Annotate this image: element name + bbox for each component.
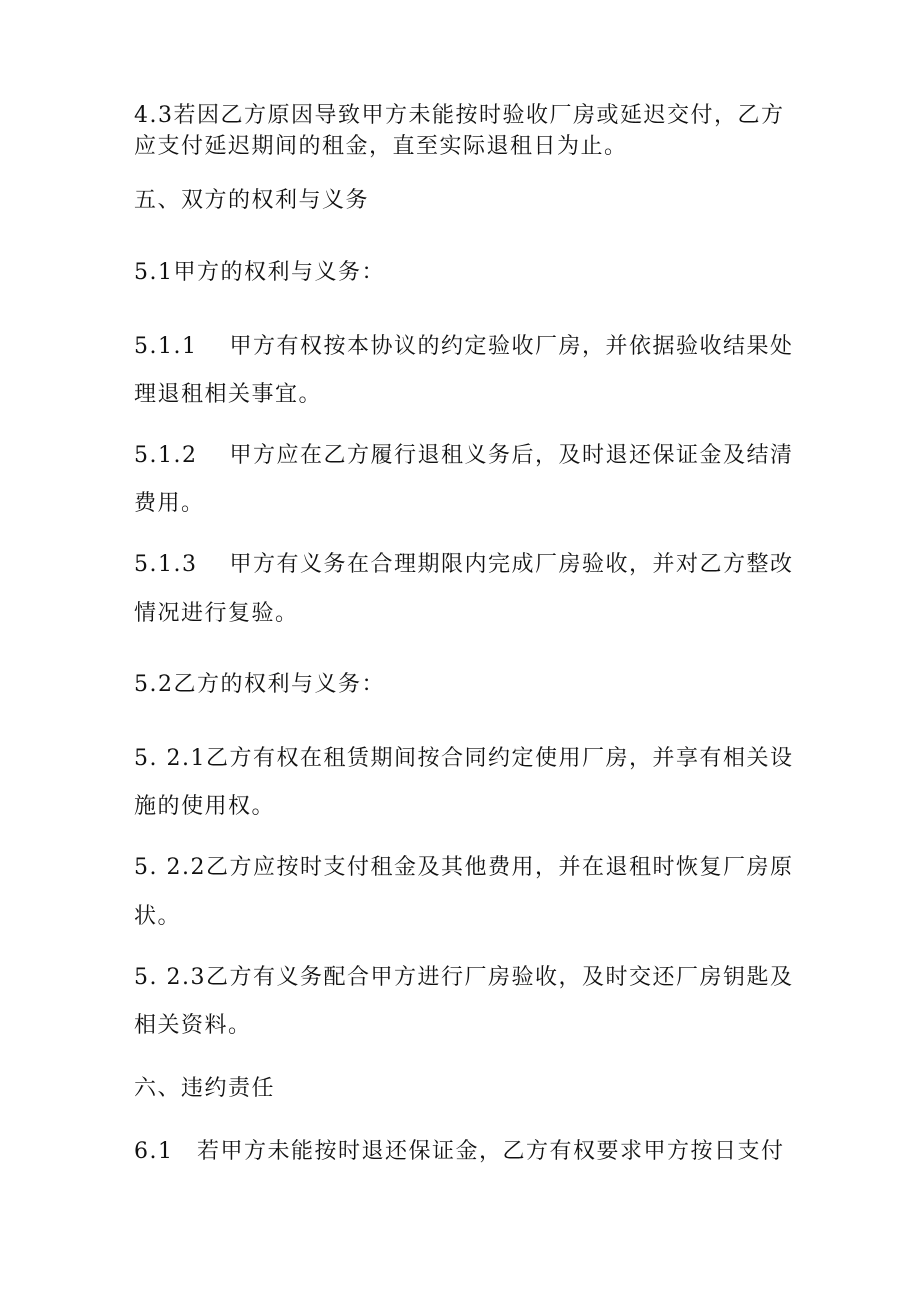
paragraph-5-1-1-line-2: 理退租相关事宜。 [134, 382, 323, 407]
section-5-heading: 五、双方的权利与义务 [134, 188, 370, 213]
paragraph-5-2-1-line-1: 5. 2.1乙方有权在租赁期间按合同约定使用厂房，并享有相关设 [134, 746, 794, 771]
paragraph-5-1-3-line-2: 情况进行复验。 [134, 601, 299, 626]
section-6-heading: 六、违约责任 [134, 1076, 276, 1101]
paragraph-5-2-2-line-2: 状。 [134, 904, 182, 929]
subsection-5-1-heading: 5.1甲方的权利与义务： [134, 260, 385, 285]
paragraph-5-2-2-line-1: 5. 2.2乙方应按时支付租金及其他费用，并在退租时恢复厂房原 [134, 855, 794, 880]
paragraph-5-1-1-line-1: 5.1.1 甲方有权按本协议的约定验收厂房，并依据验收结果处 [134, 334, 794, 359]
paragraph-5-1-2-line-1: 5.1.2 甲方应在乙方履行退租义务后，及时退还保证金及结清 [134, 443, 794, 468]
paragraph-4-3-line-1: 4.3若因乙方原因导致甲方未能按时验收厂房或延迟交付，乙方 [134, 103, 785, 128]
subsection-5-2-heading: 5.2乙方的权利与义务： [134, 672, 385, 697]
paragraph-5-1-3-line-1: 5.1.3 甲方有义务在合理期限内完成厂房验收，并对乙方整改 [134, 552, 794, 577]
paragraph-5-1-2-line-2: 费用。 [134, 491, 205, 516]
paragraph-6-1-line-1: 6.1 若甲方未能按时退还保证金，乙方有权要求甲方按日支付 [134, 1139, 785, 1164]
paragraph-5-2-3-line-2: 相关资料。 [134, 1013, 252, 1038]
paragraph-4-3-line-2: 应支付延迟期间的租金，直至实际退租日为止。 [134, 134, 628, 159]
paragraph-5-2-3-line-1: 5. 2.3乙方有义务配合甲方进行厂房验收，及时交还厂房钥匙及 [134, 965, 794, 990]
paragraph-5-2-1-line-2: 施的使用权。 [134, 794, 276, 819]
